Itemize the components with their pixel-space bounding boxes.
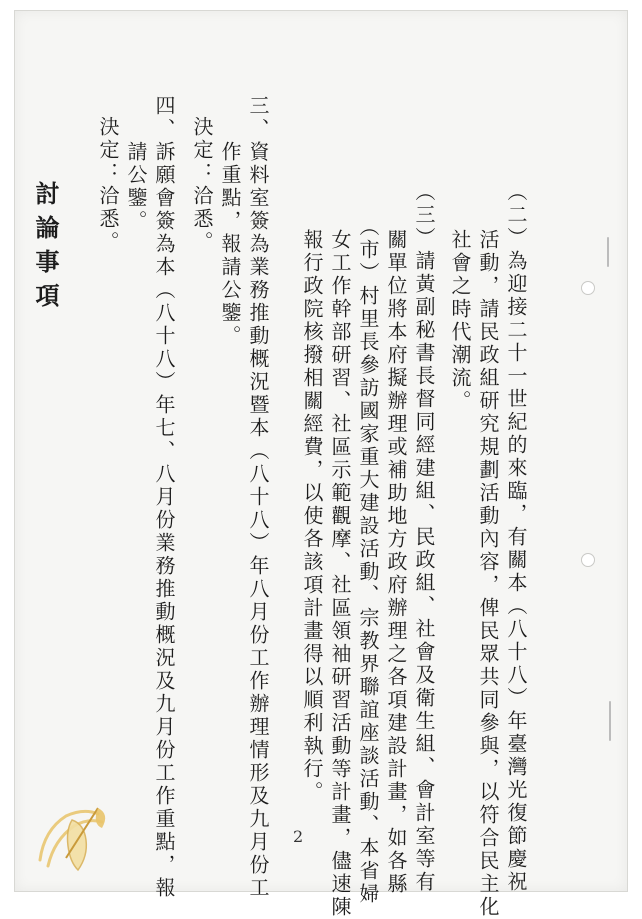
- text-column-9: 三、資料室簽為業務推動概況暨本（八十八）年八月份工作辦理情形及九月份工: [246, 95, 270, 900]
- punch-hole: [581, 281, 595, 295]
- scratch-mark: [607, 237, 609, 267]
- text-column-3: 社會之時代潮流。: [448, 229, 472, 413]
- document-page: [14, 10, 628, 919]
- text-column-5: 關單位將本府擬辦理或補助地方政府辦理之各項建設計畫，如各縣: [384, 229, 408, 896]
- text-column-13: 請公鑒。: [124, 141, 148, 233]
- text-column-7: 女工作幹部研習、社區示範觀摩、社區領袖研習活動等計畫，儘速陳: [328, 229, 352, 919]
- text-column-4: （三）請黃副秘書長督同經建組、民政組、社會及衛生組、會計室等有: [412, 181, 436, 894]
- text-column-14: 決定：洽悉。: [96, 116, 120, 254]
- text-column-6: （市）村里長參訪國家重大建設活動、宗教界聯誼座談活動、本省婦: [356, 216, 380, 906]
- text-column-12: 四、訴願會簽為本（八十八）年七、八月份業務推動概況及九月份工作重點，報: [152, 95, 176, 900]
- text-column-11: 決定：洽悉。: [190, 116, 214, 254]
- text-column-2: 活動，請民政組研究規劃活動內容，俾民眾共同參與，以符合民主化: [476, 229, 500, 919]
- page-number: 2: [293, 827, 304, 846]
- archive-logo-icon: [26, 800, 122, 880]
- punch-hole: [581, 553, 595, 567]
- text-column-10: 作重點，報請公鑒。: [218, 141, 242, 348]
- scratch-mark: [609, 701, 611, 741]
- text-column-8: 報行政院核撥相關經費，以使各該項計畫得以順利執行。: [300, 229, 324, 804]
- discussion-items-heading: 討論事項: [31, 181, 60, 317]
- text-column-1: （二）為迎接二十一世紀的來臨，有關本（八十八）年臺灣光復節慶祝: [504, 181, 528, 894]
